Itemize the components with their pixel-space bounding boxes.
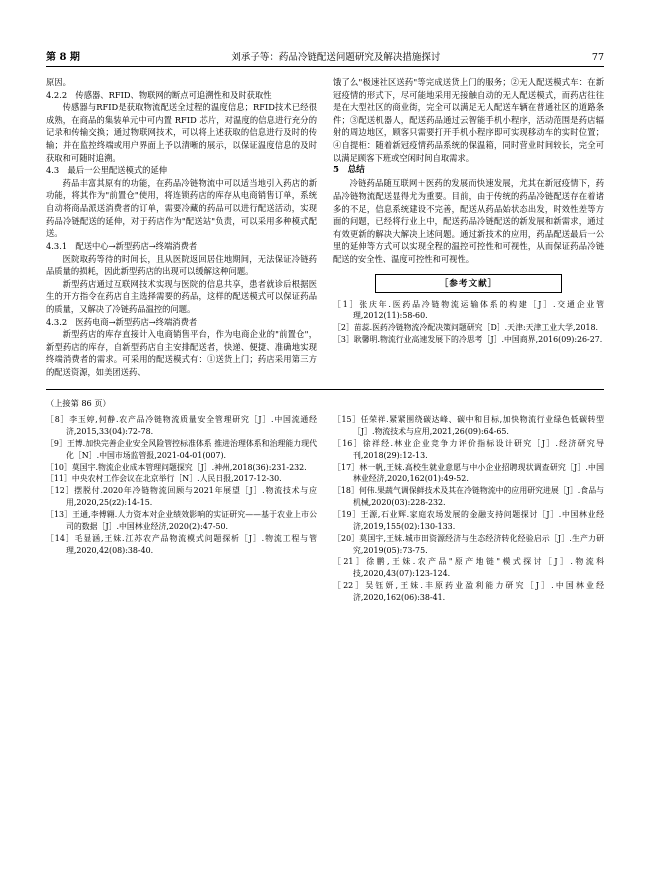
reference-item: ［12］摆脱付.2020年冷链物流回顾与2021年展望［J］.物流技术与应用,2020,25(z2):14-15. [46,486,317,508]
paragraph: 药品丰富其原有的功能，在药品冷链物流中可以适当地引入药店的新功能，将其作为"前置仓"使用，将连锁药店的库存从电商销售订单，系统自动将商品派送消费者的订单，需要冷藏的药品可以进行配送活动，实现药品冷链配送的延伸，对于药店作为"配送站"负责，可以采用多种模式配送。 [46,177,317,239]
article-running-title: 刘承子等：药品冷链配送问题研究及解决措施探讨 [231,52,441,63]
left-column [46,76,317,379]
section-heading: 4.3 最后一公里配送模式的延伸 [46,165,168,176]
footer-columns [46,414,604,604]
paragraph: 传感器与RFID是获取物流配送全过程的温度信息；RFID技术已经很成熟，在商品的集装单元中可内置 RFID 芯片，对温度的信息进行充分的记录和传输交换；通过物联网技术，可以将上述获取的信息进行及时的传输；并在监控终端或用户界面上予以清晰的展示，以保证温度信息的及时获取和可随时追溯。 [46,102,317,163]
section-heading: 4.2.2 传感器、RFID、物联网的断点可追溯性和及时获取性 [46,89,272,100]
body-columns [46,76,604,379]
reference-item: ［21］徐鹏,王妹.农产品"原产地链"模式探讨［J］.物流科技,2020,43(07):123-124. [333,557,604,579]
reference-item: ［19］王源,石业辉.家庭农场发展的金融支持问题探讨［J］.中国林业经济,2019,155(02):130-133. [333,509,604,531]
reference-item: ［8］李玉婷,何静.农产品冷链物流质量安全管理研究［J］.中国流通经济,2015,33(04):72-78. [46,415,317,436]
reference-item: ［16］徐祥经.林业企业竞争力评价指标设计研究［J］.经济研究导刊,2018(29):12-13. [333,438,604,460]
footer-left-column [46,414,317,556]
right-column [333,76,604,346]
reference-item: ［13］王通,李傅翱.人力资本对企业绩效影响的实证研究——基于农业上市公司的数据［J］.中国林业经济,2020(2):47-50. [46,509,317,531]
reference-item: ［2］苗蕊.医药冷链物流冷配决策问题研究［D］.天津:天津工业大学,2018. [333,323,599,333]
paragraph: 医院取药等待的时间长，且从医院返回居住地期间，无法保证冷链药品质量的损耗，因此新型药店的出现可以缓解这种问题。 [46,253,317,277]
reference-item: ［22］吴钰妍,王妹.丰原药业盈利能力研究［J］.中国林业经济,2020,162(06):38-41. [333,581,604,602]
paragraph: 新型药店的库存直接计入电商销售平台，作为电商企业的"前置仓"，新型药店的库存，自新型药店自主安排配送者，快递、便捷、准确地实现终端消费者的需求。可采用的配送模式有：①送货上门；药店采用第三方的配送资源，如美团送药、 [46,329,317,378]
reference-item: ［14］毛显涵,王妹.江苏农产品物流模式问题探析［J］.物流工程与管理,2020,42(08):38-40. [46,533,317,555]
paragraph: 新型药店通过互联网技术实现与医院的信息共享，患者就诊后根据医生的开方指令在药店自主选择需要的药品，这样的配送模式可以保证药品的质量，又解决了冷链药品温控的问题。 [46,278,317,314]
continued-references-block [46,389,604,604]
reference-item: ［1］张庆年.医药品冷链物流运输体系的构建［J］.交通企业管理,2012(11):58-60. [333,299,604,321]
footer-right-column [333,414,604,604]
paragraph: 原因。 [46,77,71,87]
reference-item: ［3］耿馨明.物流行业高速发展下的冷思考［J］.中国商界,2016(09):26-27. [333,335,603,345]
continued-note: （上接第 86 页） [46,397,111,408]
reference-item: ［11］中央农村工作会议在北京举行［N］.人民日报,2017-12-30. [46,474,282,484]
references-header: ［参考文献］ [375,274,562,293]
reference-item: ［17］林一帆,王妹.高校生就业意愿与中小企业招聘现状调查研究［J］.中国林业经济,2020,162(01):49-52. [333,462,604,484]
section-heading: 4.3.2 医药电商→新型药店→终端消费者 [46,316,198,327]
reference-item: ［18］何伟.果蔬气调保鲜技术及其在冷链物流中的应用研究进展［J］.食品与机械,2020(03):228-232. [333,486,604,508]
paragraph: 饿了么"极速社区送药"等完成送货上门的服务；②无人配送模式车：在新冠疫情的形式下，尽可能地采用无接触自动的无人配送模式，而药店往往是在大型社区的商业街，完全可以满足无人配送车辆在普通社区的道路条件；③配送机器人，配送药品通过云智能手机小程序，活动范围是药店辐射的周边地区，顾客只需要打开手机小程序即可实现移动车的实时位置；④自提柜：随着新冠疫情药品系统的保温箱，同时营业时间较长，完全可以满足顾客下班或空闲时间自取需求。 [333,77,604,163]
section-heading: 5 总结 [333,165,365,176]
paragraph: 冷链药品随互联网＋医药的发展而快速发展，尤其在新冠疫情下，药品冷链物流配送显得尤为重要。目前，由于传统的药品冷链配送存在着诸多的不足，信息系统建设不完善，配送从药品始状态出发，时效性差等方面的问题，已经将行业上中，配送药品冷链配送的新发展和新需求，通过有效更新的解决大解决上述问题。通过新技术的应用，药品配送最后一公里的延伸等方式可以实现全程的温控可控性和可视性，从而保证药品冷链配送的安全性、温度可控性和可视性。 [333,178,604,264]
section-heading: 4.3.1 配送中心→新型药店→终端消费者 [46,240,198,251]
reference-item: ［9］王博.加快完善企业安全风险管控标准体系 推进治理体系和治理能力现代化［N］.中国市场监管报,2021-04-01(007). [46,438,317,460]
issue-number: 第 8 期 [46,52,80,63]
page-number: 77 [591,52,604,63]
running-head [46,48,604,67]
reference-item: ［10］莫国宇.物流企业成本管理问题探究［J］.神州,2018(36):231-232. [46,462,307,472]
reference-item: ［15］任荣祥.紧紧围绕碳达峰、碳中和目标,加快物流行业绿色低碳转型［J］.物流技术与应用,2021,26(09):64-65. [333,415,604,436]
reference-item: ［20］莫国宇,王妹.城市田资源经济与生态经济转化经验启示［J］.生产力研究,2019(05):73-75. [333,533,604,555]
